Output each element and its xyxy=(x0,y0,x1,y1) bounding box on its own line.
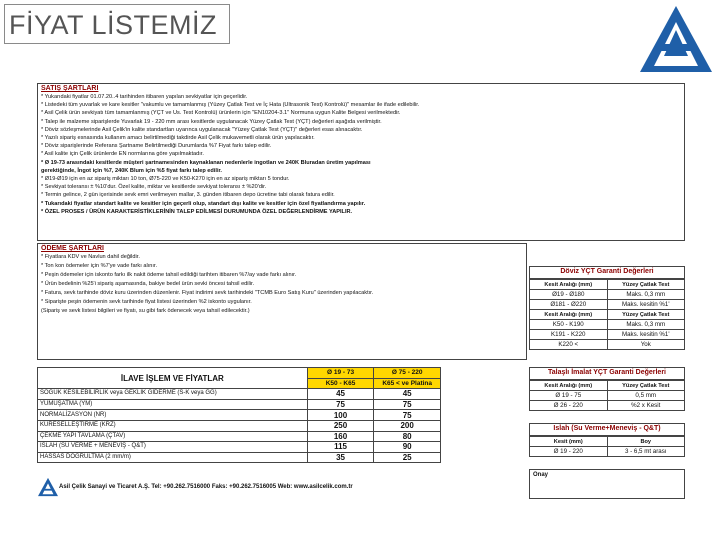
table-row xyxy=(38,389,441,400)
sales-line: * Talep ile malzeme siparişlerde Yuvarlak 19 - 220 mm arası kesitlerde uygulanacak Yüzey Çatlak Test (YÇT) değerleri aşağıda verilmiştir. xyxy=(41,118,382,125)
sales-line: * Yazılı sipariş esnasında kullanım amacı belirtilmediği takdirde Asil Çelik mukavemetli olarak ürün yapılacaktır. xyxy=(41,135,315,142)
process-name: ISLAH (SU VERME + MENEVİŞ - Q&T) xyxy=(38,442,308,453)
table-cell: Maks. 0,3 mm xyxy=(607,320,685,330)
sales-line: * Listedeki tüm yuvarlak ve kare kesitler "vakumlu ve tamamlanmış (Yüzey Çatlak Test ve İç Hata (Ultrasonik Test) Kontrolü)" mesamlar ile ifade edilebilir. xyxy=(41,102,420,109)
table-row xyxy=(530,381,685,391)
table-cell: K50 - K190 xyxy=(530,320,608,330)
table-cell: Maks. kesitin %1' xyxy=(607,330,685,340)
process-price: 90 xyxy=(374,442,441,453)
payment-conditions xyxy=(37,243,527,360)
machining-yct-title: Talaşlı İmalat YÇT Garanti Değerleri xyxy=(529,367,685,380)
process-name: YUMUŞATMA (YM) xyxy=(38,399,308,410)
process-name: ÇEKME YAPI TAVLAMA (ÇTAV) xyxy=(38,431,308,442)
payment-line: * Ton kon ödemeler için %7'ye vade farkı alınır. xyxy=(41,263,158,269)
approval-box xyxy=(529,469,685,499)
table-cell: K220 < xyxy=(530,340,608,350)
process-price: 35 xyxy=(307,452,374,463)
table-cell: K191 - K220 xyxy=(530,330,608,340)
table-row xyxy=(530,447,685,457)
sales-line: * Tukarıdaki fiyatlar standart kalite ve kesitler için geçerli olup, standart dışı kalite ve kesitler için özel fiyatlandırma yapılır. xyxy=(41,200,366,207)
table-cell: Yüzey Çatlak Test xyxy=(607,381,685,391)
col1-header-bottom: K50 - K65 xyxy=(307,378,374,389)
process-price: 25 xyxy=(374,452,441,463)
table-cell: Ø181 - Ø220 xyxy=(530,300,608,310)
sales-line: gerektiğinde, İngot için %7, 240K Blum için %5 fiyat farkı talep edilir. xyxy=(41,167,222,174)
table-cell: Kesit Aralığı (mm) xyxy=(530,310,608,320)
process-name: NORMALİZASYON (NR) xyxy=(38,410,308,421)
col2-header-bottom: K65 < ve Platina xyxy=(374,378,441,389)
table-row xyxy=(530,437,685,447)
islah-table xyxy=(529,423,685,457)
table-cell: Yok xyxy=(607,340,685,350)
table-row xyxy=(38,410,441,421)
table-row xyxy=(530,310,685,320)
process-name: HASSAS DOĞRULTMA (2 mm/m) xyxy=(38,452,308,463)
payment-line: * Fiyatlara KDV ve Navlun dahil değildir. xyxy=(41,254,140,260)
yct-guarantee-table xyxy=(529,266,685,350)
table-row xyxy=(530,340,685,350)
process-price: 115 xyxy=(307,442,374,453)
process-price: 80 xyxy=(374,431,441,442)
table-cell: Kesit Aralığı (mm) xyxy=(530,280,608,290)
sales-lines xyxy=(38,93,684,216)
payment-line: (Sipariş ve sevk listesi bilgileri ve fiyatı, su gibi fark ödenecek veya tahsil edilecektir.) xyxy=(41,308,250,314)
table-cell: Ø 26 - 220 xyxy=(530,401,608,411)
table-cell: Yüzey Çatlak Test xyxy=(607,280,685,290)
col2-header-top: Ø 75 - 220 xyxy=(374,368,441,379)
process-price: 250 xyxy=(307,420,374,431)
payment-lines xyxy=(38,253,526,316)
table-cell: Ø19 - Ø180 xyxy=(530,290,608,300)
table-cell: Kesit Aralığı (mm) xyxy=(530,381,608,391)
table-row xyxy=(38,399,441,410)
process-price: 75 xyxy=(374,410,441,421)
sales-line: * Termin gelince, 2 gün içerisinde sevk emri verilmeyen mallar, 3. günden itibaren depo ücretine tabi olarak fatura edilir. xyxy=(41,192,335,199)
company-logo xyxy=(638,4,714,74)
payment-line: * Ürün bedelinin %25'i sipariş aşamasında, bakiye bedel ürün sevki öncesi tahsil edilir. xyxy=(41,281,255,287)
price-sheet xyxy=(37,83,685,501)
yct-title: Döviz YÇT Garanti Değerleri xyxy=(529,266,685,279)
payment-line: * Fatura, sevk tarihinde döviz kuru üzerinden düzenlenir. Fiyat indirimi sevk tarihindeki "TCMB Euro Satış Kuru" üzerinden yapılacaktır. xyxy=(41,290,374,296)
table-row xyxy=(38,442,441,453)
process-price: 160 xyxy=(307,431,374,442)
process-name: KÜRESELLEŞTİRME (KRZ) xyxy=(38,420,308,431)
table-row xyxy=(530,401,685,411)
table-cell: Maks. 0,3 mm xyxy=(607,290,685,300)
process-name: SOĞUK KESİLEBİLİRLİK veya GEKLİK GİDERME (S-K veya GG) xyxy=(38,389,308,400)
sales-line: * Döviz siparişlerinde Referans Şartname Belirtilmediği Durumlarda %7 Fiyat farkı talep edilir. xyxy=(41,143,272,150)
islah-title: Islah (Su Verme+Meneviş - Q&T) xyxy=(529,423,685,436)
process-price: 75 xyxy=(307,399,374,410)
payment-line: * Peşin ödemeler için iskonto farkı ilk nakit ödeme tahsil edildiği tarihten itibaren %7/ay vade farkı alınır. xyxy=(41,272,297,278)
sales-line: * ÖZEL PROSES / ÜRÜN KARAKTERİSTİKLERİNİN TALEP EDİLMESİ DURUMUNDA ÖZEL DEĞERLENDİRME YAPILIR. xyxy=(41,208,353,215)
table-cell: Boy xyxy=(607,437,685,447)
sales-line: * Asil Çelik ürün sevkiyatı tüm tamamlanmış (YÇT ve Us. Test Kontrolü) ürünlerin için "EN10204-3.1" Normuna uygun Kalite Belgesi verilmektedir. xyxy=(41,110,401,117)
table-row xyxy=(530,320,685,330)
footer xyxy=(37,475,517,499)
sales-line: * Ø19-Ø19 için en az sipariş miktarı 10 ton, Ø75-220 ve K50-K270 için en az sipariş miktarı 5 tondur. xyxy=(41,176,290,183)
sales-line: * Asil kalite için Çelik ürünlerde EN normlarına göre yapılmaktadır. xyxy=(41,151,204,158)
table-row xyxy=(530,280,685,290)
approval-label: Onay xyxy=(533,472,549,478)
extra-processes xyxy=(37,367,441,463)
footer-company: Asil Çelik Sanayi ve Ticaret A.Ş. Tel: +90.262.7516000 Faks: +90.262.7516005 Web: www.asilcelik.com.tr xyxy=(59,484,353,490)
table-row xyxy=(530,300,685,310)
sales-line: * Döviz sözleşmelerinde Asil Çelik'in kalite standartları uyarınca uygulanacak "Yüzey Çatlak Test (YÇT)" değerleri esas alınacaktır. xyxy=(41,126,363,133)
table-row xyxy=(530,391,685,401)
sales-line: * Ø 19-73 arasındaki kesitlerde müşteri şartnamesinden kaynaklanan nedenlerle ingotları ve 240K Bluradan üretim yapılması xyxy=(41,159,371,166)
payment-line: * Siparişte peşin ödemenin sevk tarihinde fiyat listesi üzerinden %2 iskonto uygulanır. xyxy=(41,299,252,305)
process-price: 45 xyxy=(307,389,374,400)
table-row xyxy=(530,290,685,300)
table-row xyxy=(38,452,441,463)
table-cell: Ø 19 - 75 xyxy=(530,391,608,401)
table-cell: Ø 19 - 220 xyxy=(530,447,608,457)
page-title: FİYAT LİSTEMİZ xyxy=(4,4,230,44)
table-row xyxy=(38,431,441,442)
process-price: 100 xyxy=(307,410,374,421)
process-price: 200 xyxy=(374,420,441,431)
process-price: 75 xyxy=(374,399,441,410)
sales-conditions xyxy=(37,83,685,241)
table-cell: Maks. kesitin %1' xyxy=(607,300,685,310)
table-row xyxy=(38,420,441,431)
payment-header: ÖDEME ŞARTLARI xyxy=(41,245,104,252)
table-cell: 3 - 6,5 mt arası xyxy=(607,447,685,457)
extra-title: İLAVE İŞLEM VE FİYATLAR xyxy=(38,368,308,389)
table-cell: Kesit (mm) xyxy=(530,437,608,447)
machining-yct-table xyxy=(529,367,685,411)
sales-line: * Yukarıdaki fiyatlar 01.07.20..4 tarihinden itibaren yapılan sevkiyatlar için geçerlidir. xyxy=(41,94,248,100)
table-cell: Yüzey Çatlak Test xyxy=(607,310,685,320)
sales-line: * Sevkiyat toleransı ± %10'dur. Özel kalite, miktar ve kesitlerde sevkiyat toleransı ± %20'dir. xyxy=(41,184,267,191)
footer-logo xyxy=(37,477,59,497)
table-row xyxy=(530,330,685,340)
col1-header-top: Ø 19 - 73 xyxy=(307,368,374,379)
sales-header: SATIŞ ŞARTLARI xyxy=(41,85,99,92)
process-price: 45 xyxy=(374,389,441,400)
table-cell: %2 x Kesit xyxy=(607,401,685,411)
table-cell: 0,5 mm xyxy=(607,391,685,401)
